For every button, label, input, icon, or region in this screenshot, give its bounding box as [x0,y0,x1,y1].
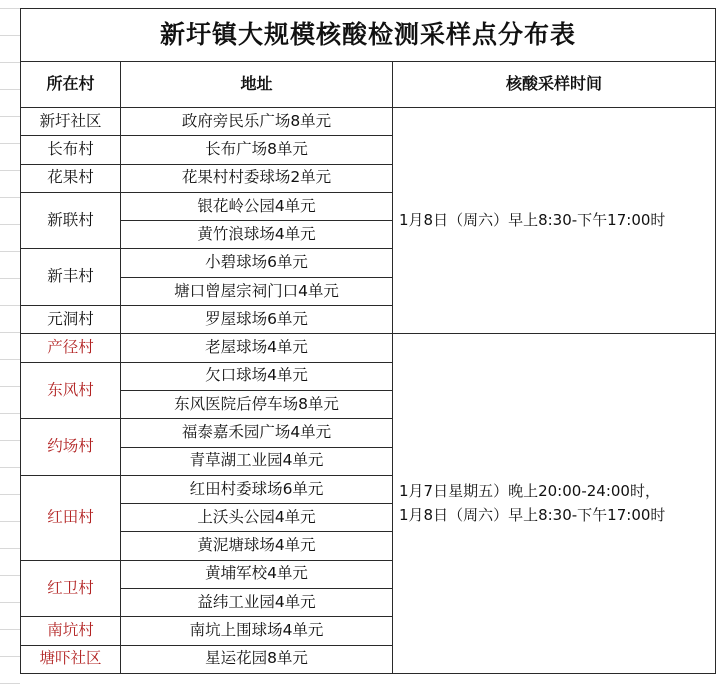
sheet-gridline [0,197,20,198]
sampling-time-line: 1月8日（周六）早上8:30-下午17:00时 [399,505,666,524]
site-address: 青草湖工业园4单元 [121,447,393,475]
site-address: 政府旁民乐广场8单元 [121,108,393,136]
sheet-gridline [0,89,20,90]
site-address: 欠口球场4单元 [121,362,393,390]
sheet-gridline [0,143,20,144]
sheet-gridline [0,521,20,522]
village-name: 新丰村 [21,249,121,306]
header-address: 地址 [121,62,393,108]
sheet-gridline [0,629,20,630]
sheet-gridline [0,440,20,441]
table-row [21,108,716,136]
sheet-gridline [0,332,20,333]
site-address: 塘口曾屋宗祠门口4单元 [121,277,393,305]
village-name: 元洞村 [21,306,121,334]
sampling-time [393,334,716,674]
site-address: 益纬工业园4单元 [121,589,393,617]
sheet-gridline [0,386,20,387]
sheet-gridline [0,116,20,117]
sampling-time [393,108,716,334]
village-name: 新圩社区 [21,108,121,136]
sheet-gridline [0,575,20,576]
village-name: 长布村 [21,136,121,164]
sheet-gridline [0,656,20,657]
sheet-gridline [0,62,20,63]
sampling-site-table [20,8,716,674]
sheet-gridline [0,224,20,225]
site-address: 长布广场8单元 [121,136,393,164]
sampling-time-line: 1月7日星期五）晚上20:00-24:00时， [399,482,660,501]
village-name: 新联村 [21,192,121,249]
sheet-gridline [0,548,20,549]
header-village: 所在村 [21,62,121,108]
site-address: 银花岭公园4单元 [121,192,393,220]
village-name: 塘吓社区 [21,645,121,673]
village-name: 红田村 [21,475,121,560]
site-address: 黄竹浪球场4单元 [121,221,393,249]
header-time: 核酸采样时间 [393,62,716,108]
village-name: 花果村 [21,164,121,192]
village-name: 红卫村 [21,560,121,617]
sampling-time-line: 1月8日（周六）早上8:30-下午17:00时 [399,211,666,230]
village-name: 东风村 [21,362,121,419]
site-address: 南坑上围球场4单元 [121,617,393,645]
site-address: 小碧球场6单元 [121,249,393,277]
sheet-gridline [0,359,20,360]
sheet-gridline [0,683,20,684]
site-address: 上沃头公园4单元 [121,504,393,532]
site-address: 星运花园8单元 [121,645,393,673]
sheet-gridline [0,494,20,495]
site-address: 黄泥塘球场4单元 [121,532,393,560]
sheet-gridline [0,602,20,603]
site-address: 福泰嘉禾园广场4单元 [121,419,393,447]
table-row [21,334,716,362]
sheet-gridline [0,413,20,414]
site-address: 老屋球场4单元 [121,334,393,362]
sheet-gridline [0,305,20,306]
sheet-gridline [0,251,20,252]
site-address: 罗屋球场6单元 [121,306,393,334]
sheet-left-margin [0,0,20,699]
sheet-gridline [0,8,20,9]
site-address: 花果村村委球场2单元 [121,164,393,192]
site-address: 红田村委球场6单元 [121,475,393,503]
sheet-gridline [0,467,20,468]
village-name: 南坑村 [21,617,121,645]
sheet-gridline [0,278,20,279]
sheet-gridline [0,35,20,36]
site-address: 黄埔军校4单元 [121,560,393,588]
village-name: 产径村 [21,334,121,362]
table-title: 新圩镇大规模核酸检测采样点分布表 [21,9,716,62]
site-address: 东风医院后停车场8单元 [121,390,393,418]
sheet-gridline [0,170,20,171]
village-name: 约场村 [21,419,121,476]
